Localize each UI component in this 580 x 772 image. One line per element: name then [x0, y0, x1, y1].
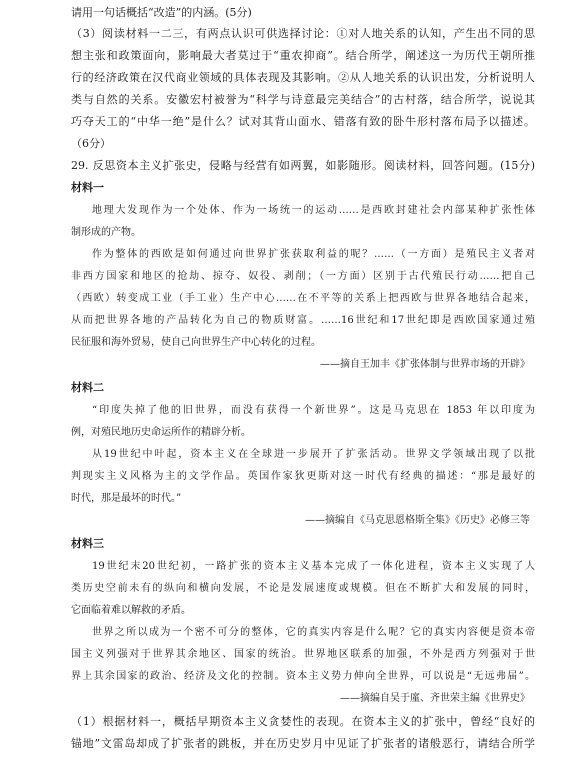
text-line: 类历史空前未有的纵向和横向发展，不论是发展速度或规模。但在不断扩大和发展的同时，	[71, 583, 535, 594]
text-line: 国主义列强对于世界其余地区、国家的统治。世界地区联系的加强，不外是西方列强对于世	[71, 649, 535, 660]
text-line: 从19世纪中叶起，资本主义在全球进一步展开了扩张活动。世界文学领域出现了以批	[92, 449, 535, 460]
text-line: 界上其余国家的政治、经济及文化的控制。资本主义势力伸向全世界，可以说是“无远弗届”。	[71, 671, 535, 682]
text-line: 行的经济政策在汉代商业领域的具体表现及其影响。②从人地关系的认识出发，分析说明人	[71, 71, 535, 84]
text-line: 19世纪末20世纪初，一路扩张的资本主义基本完成了一体化进程，资本主义实现了人	[92, 561, 535, 572]
text-line: （西欧）转变成工业（手工业）生产中心……在不平等的关系上把西欧与世界各地结合起来，	[71, 293, 535, 304]
text-line: 作为整体的西欧是如何通过向世界扩张获取利益的呢？……（一方面）是殖民主义者对	[92, 249, 535, 260]
text-line: 从而把世界各地的产品转化为自己的物质财富。……16世纪和17世纪即是西欧国家通过殖	[71, 315, 535, 326]
source-citation: ——摘编自《马克思恩格斯全集》《历史》必修三等	[305, 515, 530, 526]
text-line: （6分）	[71, 137, 111, 150]
source-citation: ——摘自王加丰《扩张体制与世界市场的开辟》	[320, 359, 530, 370]
text-line: 非西方国家和地区的抢劫、掠夺、奴役、剥削；（一方面）区别于古代殖民行动……把自己	[71, 271, 535, 282]
text-line: “印度失掉了他的旧世界，而没有获得一个新世界”。这是马克思在 1853 年以印度为	[92, 405, 535, 416]
text-line: 制形成的产物。	[71, 227, 141, 238]
question-heading: 29. 反思资本主义扩张史，侵略与经营有如两翼，如影随形。阅读材料，回答问题。(15分)	[71, 159, 535, 172]
text-line: 它面临着难以解救的矛盾。	[71, 605, 191, 616]
text-line: 民征服和海外贸易，使自己向世界生产中心转化的过程。	[71, 337, 321, 348]
text-line: 锚地”文雷岛却成了扩张者的跳板，并在历史岁月中见证了扩张者的诸般恶行，请结合所学	[71, 737, 535, 750]
source-citation: ——摘编自吴于廑、齐世荣主编《世界史》	[340, 693, 530, 704]
text-line: 例，对殖民地历史命运所作的精辟分析。	[71, 427, 251, 438]
text-line: 判现实主义风格为主的文学作品。英国作家狄更斯对这一时代有经典的描述：“那是最好的	[71, 471, 535, 482]
section-heading: 材料一	[71, 181, 104, 194]
text-line: 时代，那是最坏的时代。”	[71, 493, 182, 504]
section-heading: 材料三	[71, 537, 104, 550]
text-line: 巧夺天工的“中华一绝”是什么？试对其背山面水、错落有致的卧牛形村落布局予以描述。	[71, 115, 535, 128]
text-line: （1）根据材料一，概括早期资本主义贪婪性的表现。在资本主义的扩张中，曾经“良好的	[71, 715, 535, 728]
text-line: 世界之所以成为一个密不可分的整体，它的真实内容是什么呢？它的真实内容便是资本帝	[92, 627, 535, 638]
text-line: 地理大发现作为一个处体、作为一场统一的运动……是西欧封建社会内部某种扩张性体	[92, 205, 535, 216]
text-line: 想主张和政策面向，影响最大者莫过于“重农抑商”。结合所学，阐述这一为历代王朝所推	[71, 49, 535, 62]
text-line: （3）阅读材料一二三，有两点认识可供选择讨论：①对人地关系的认知，产生出不同的思	[71, 27, 535, 40]
text-line: 类与自然的关系。安徽宏村被誉为“科学与诗意最完美结合”的古村落，结合所学，说说其	[71, 93, 535, 106]
section-heading: 材料二	[71, 381, 104, 394]
text-line: 请用一句话概括“改造”的内涵。(5分)	[71, 6, 252, 19]
